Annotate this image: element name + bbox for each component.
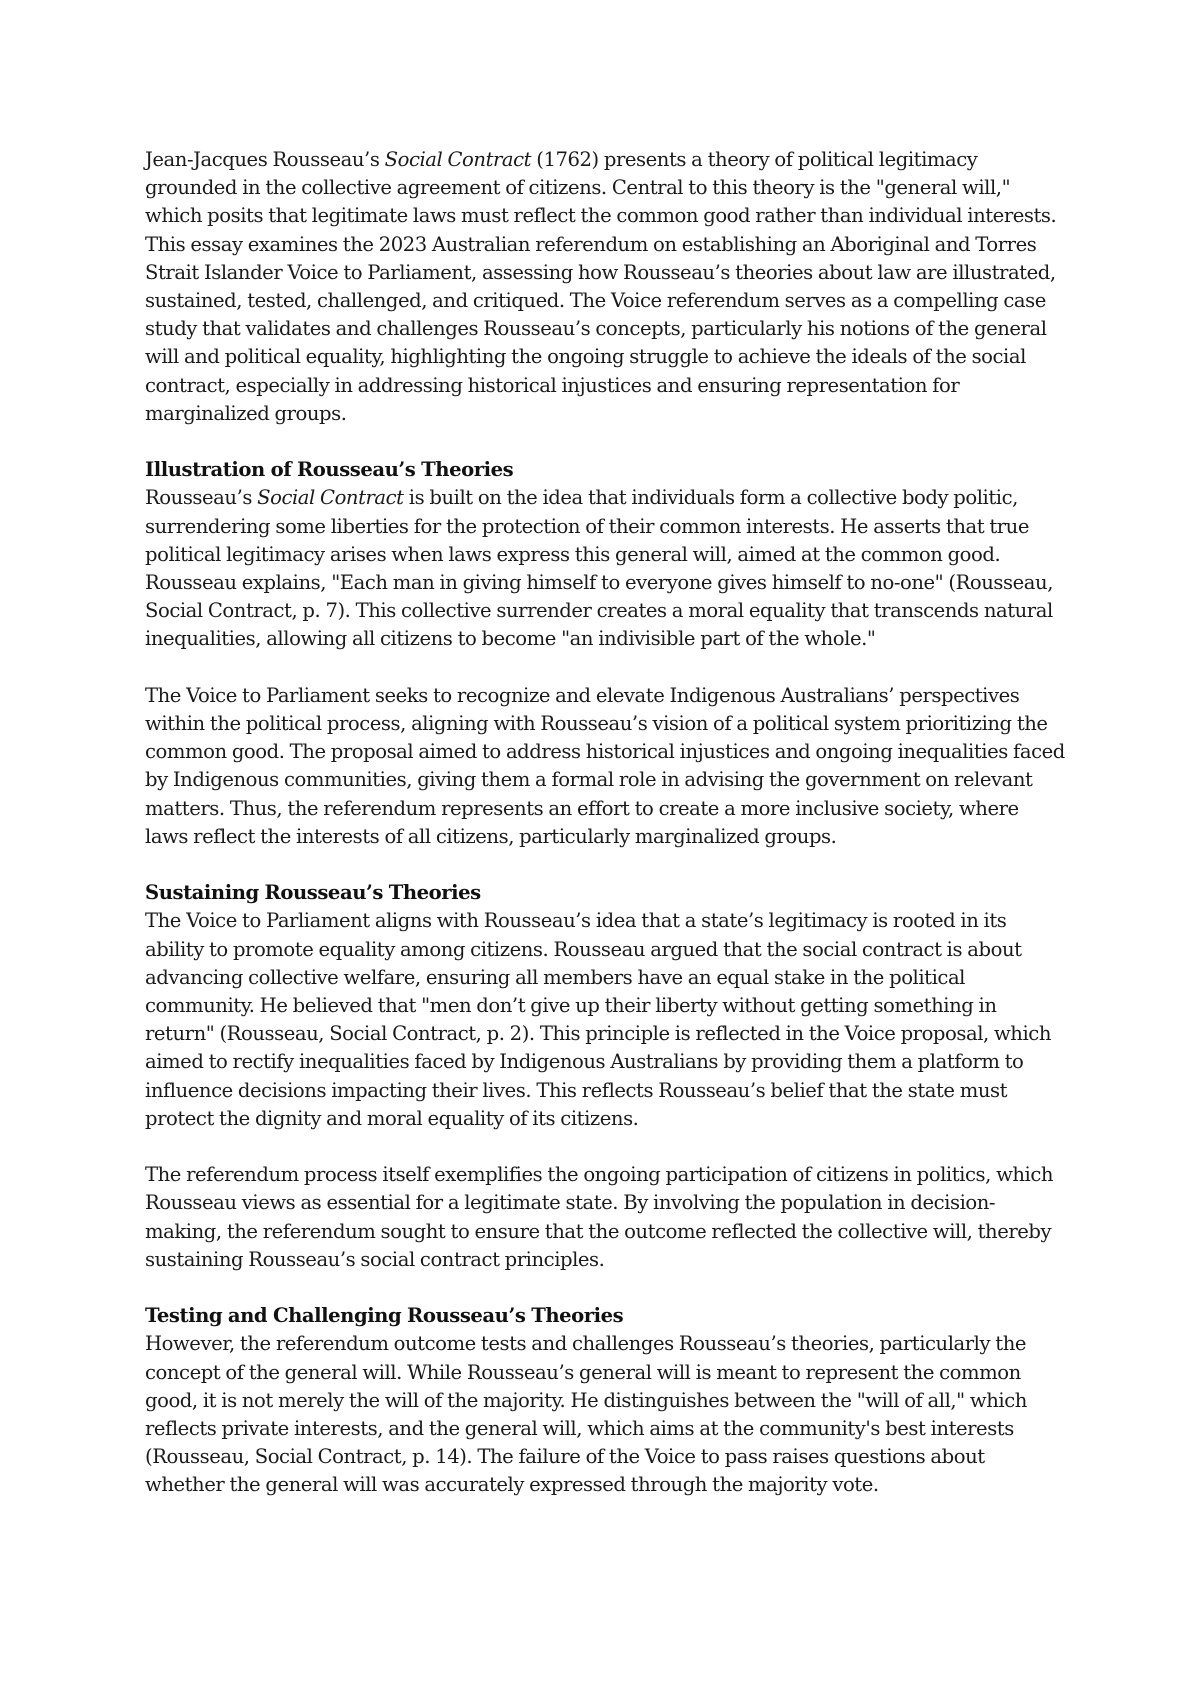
testing-paragraph-1: However, the referendum outcome tests and challenges Rousseau’s theories, particularly the concept of the general will. While Rousseau’s general will is meant to represent the common good, it is not merely the will of the majority. He distinguishes between the "will of all," which reflects private interests, and the general will, which aims at the community's best interests (Rousseau, Social Contract, p. 14). The failure of the Voice to pass raises questions about whether the general will was accurately expressed through the majority vote.	[145, 1332, 1027, 1497]
intro-book-title: Social Contract	[384, 148, 532, 171]
intro-paragraph	[145, 146, 1065, 428]
section-heading-testing: Testing and Challenging Rousseau’s Theories	[145, 1304, 624, 1328]
section-heading-illustration: Illustration of Rousseau’s Theories	[145, 458, 514, 482]
intro-text-rest: (1762) presents a theory of political legitimacy grounded in the collective agreement of citizens. Central to this theory is the "general will," which posits that legitimate laws must reflect the common good rather than individual interests. This essay examines the 2023 Australian referendum on establishing an Aboriginal and Torres Strait Islander Voice to Parliament, assessing how Rousseau’s theories about law are illustrated, sustained, tested, challenged, and critiqued. The Voice referendum serves as a compelling case study that validates and challenges Rousseau’s concepts, particularly his notions of the general will and political equality, highlighting the ongoing struggle to achieve the ideals of the social contract, especially in addressing historical injustices and ensuring representation for marginalized groups.	[145, 148, 1057, 425]
illustration-p1-start: Rousseau’s	[145, 486, 258, 510]
illustration-paragraph-1	[145, 484, 1065, 653]
illustration-p1-rest: is built on the idea that individuals form a collective body politic, surrendering some liberties for the protection of their common interests. He asserts that true political legitimacy arises when laws express this general will, aimed at the common good. Rousseau explains, "Each man in giving himself to everyone gives himself to no-one" (Rousseau, Social Contract, p. 7). This collective surrender creates a moral equality that transcends natural inequalities, allowing all citizens to become "an indivisible part of the whole."	[145, 486, 1053, 651]
illustration-book-title: Social Contract	[257, 486, 404, 510]
sustaining-paragraph-1: The Voice to Parliament aligns with Rousseau’s idea that a state’s legitimacy is rooted in its ability to promote equality among citizens. Rousseau argued that the social contract is about advancing collective welfare, ensuring all members have an equal stake in the political community. He believed that "men don’t give up their liberty without getting something in return" (Rousseau, Social Contract, p. 2). This principle is reflected in the Voice proposal, which aimed to rectify inequalities faced by Indigenous Australians by providing them a platform to influence decisions impacting their lives. This reflects Rousseau’s belief that the state must protect the dignity and moral equality of its citizens.	[145, 909, 1051, 1130]
intro-text-start: Jean-Jacques Rousseau’s	[145, 148, 385, 171]
illustration-paragraph-2: The Voice to Parliament seeks to recognize and elevate Indigenous Australians’ perspectives within the political process, aligning with Rousseau’s vision of a political system prioritizing the common good. The proposal aimed to address historical injustices and ongoing inequalities faced by Indigenous communities, giving them a formal role in advising the government on relevant matters. Thus, the referendum represents an effort to create a more inclusive society, where laws reflect the interests of all citizens, particularly marginalized groups.	[145, 683, 1065, 848]
section-heading-sustaining: Sustaining Rousseau’s Theories	[145, 881, 481, 905]
document-body	[145, 146, 1065, 1500]
sustaining-paragraph-2: The referendum process itself exemplifies the ongoing participation of citizens in politics, which Rousseau views as essential for a legitimate state. By involving the population in decision-making, the referendum sought to ensure that the outcome reflected the collective will, thereby sustaining Rousseau’s social contract principles.	[145, 1163, 1054, 1271]
